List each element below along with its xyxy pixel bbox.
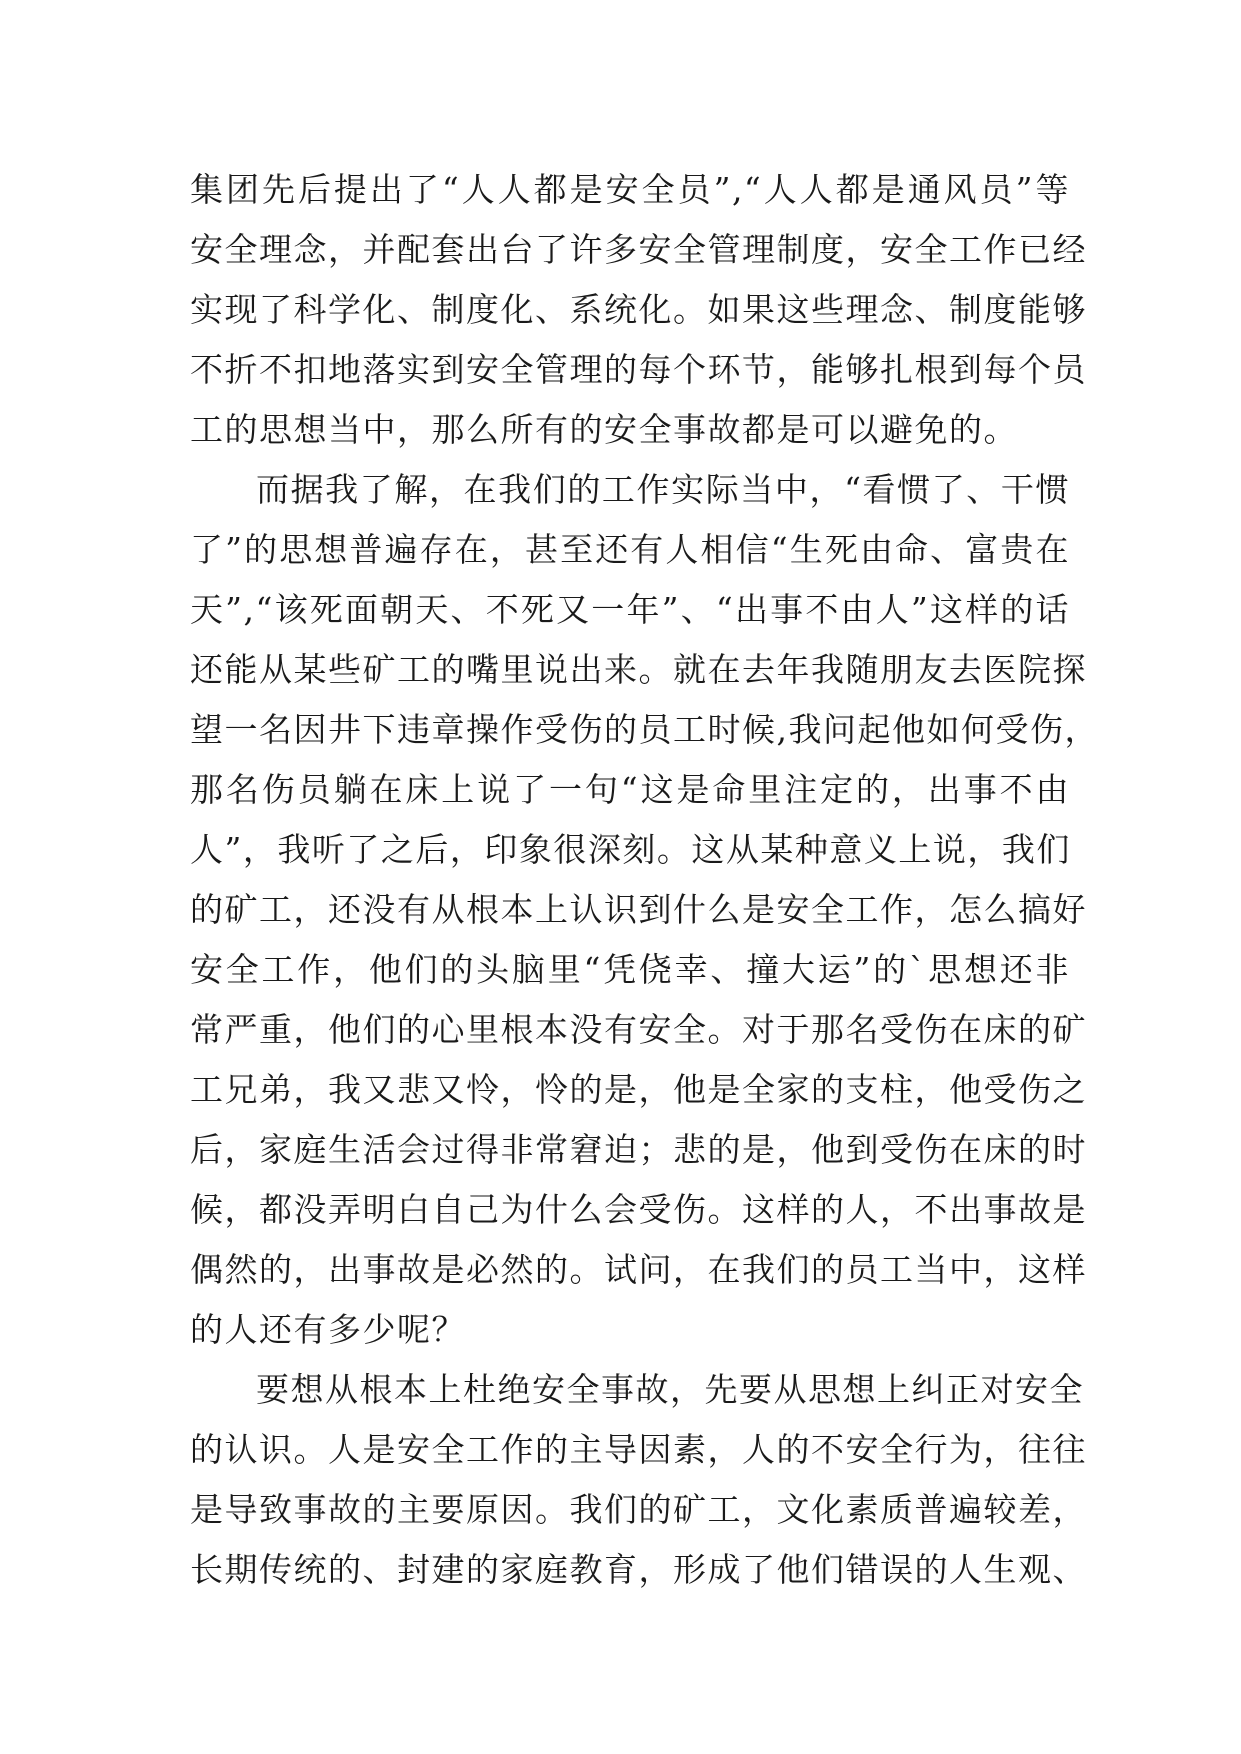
text-line: 的矿工，还没有从根本上认识到什么是安全工作，怎么搞好 bbox=[190, 890, 1087, 929]
text-line: 了”的思想普遍存在，甚至还有人相信“生死由命、富贵在 bbox=[190, 530, 1070, 569]
text-line: 工的思想当中，那么所有的安全事故都是可以避免的。 bbox=[190, 410, 1018, 449]
text-line: 要想从根本上杜绝安全事故，先要从思想上纠正对安全 bbox=[256, 1370, 1084, 1409]
paragraph bbox=[190, 460, 1099, 1360]
text-line: 候，都没弄明白自己为什么会受伤。这样的人，不出事故是 bbox=[190, 1190, 1087, 1229]
text-line: 后，家庭生活会过得非常窘迫；悲的是，他到受伤在床的时 bbox=[190, 1130, 1087, 1169]
paragraph bbox=[190, 160, 1087, 460]
text-line: 而据我了解，在我们的工作实际当中，“看惯了、干惯 bbox=[256, 470, 1070, 509]
text-line: 安全工作，他们的头脑里“凭侥幸、撞大运”的`思想还非 bbox=[190, 950, 1070, 989]
text-line: 的人还有多少呢？ bbox=[190, 1310, 466, 1349]
text-line: 是导致事故的主要原因。我们的矿工，文化素质普遍较差， bbox=[190, 1490, 1087, 1529]
text-line: 的认识。人是安全工作的主导因素，人的不安全行为，往往 bbox=[190, 1430, 1087, 1469]
text-line: 天”,“该死面朝天、不死又一年”、“出事不由人”这样的话 bbox=[190, 590, 1070, 629]
text-line: 那名伤员躺在床上说了一句“这是命里注定的，出事不由 bbox=[190, 770, 1070, 809]
text-line: 望一名因井下违章操作受伤的员工时候,我问起他如何受伤， bbox=[190, 710, 1099, 749]
text-line: 不折不扣地落实到安全管理的每个环节，能够扎根到每个员 bbox=[190, 350, 1087, 389]
text-line: 长期传统的、封建的家庭教育，形成了他们错误的人生观、 bbox=[190, 1550, 1087, 1589]
text-line: 工兄弟，我又悲又怜，怜的是，他是全家的支柱，他受伤之 bbox=[190, 1070, 1087, 1109]
text-line: 安全理念，并配套出台了许多安全管理制度，安全工作已经 bbox=[190, 230, 1087, 269]
text-line: 偶然的，出事故是必然的。试问，在我们的员工当中，这样 bbox=[190, 1250, 1087, 1289]
document-body bbox=[190, 160, 1099, 1600]
paragraph bbox=[190, 1360, 1087, 1600]
text-line: 常严重，他们的心里根本没有安全。对于那名受伤在床的矿 bbox=[190, 1010, 1087, 1049]
text-line: 人”，我听了之后，印象很深刻。这从某种意义上说，我们 bbox=[190, 830, 1071, 869]
text-line: 还能从某些矿工的嘴里说出来。就在去年我随朋友去医院探 bbox=[190, 650, 1087, 689]
text-line: 实现了科学化、制度化、系统化。如果这些理念、制度能够 bbox=[190, 290, 1087, 329]
text-line: 集团先后提出了“人人都是安全员”,“人人都是通风员”等 bbox=[190, 170, 1070, 209]
